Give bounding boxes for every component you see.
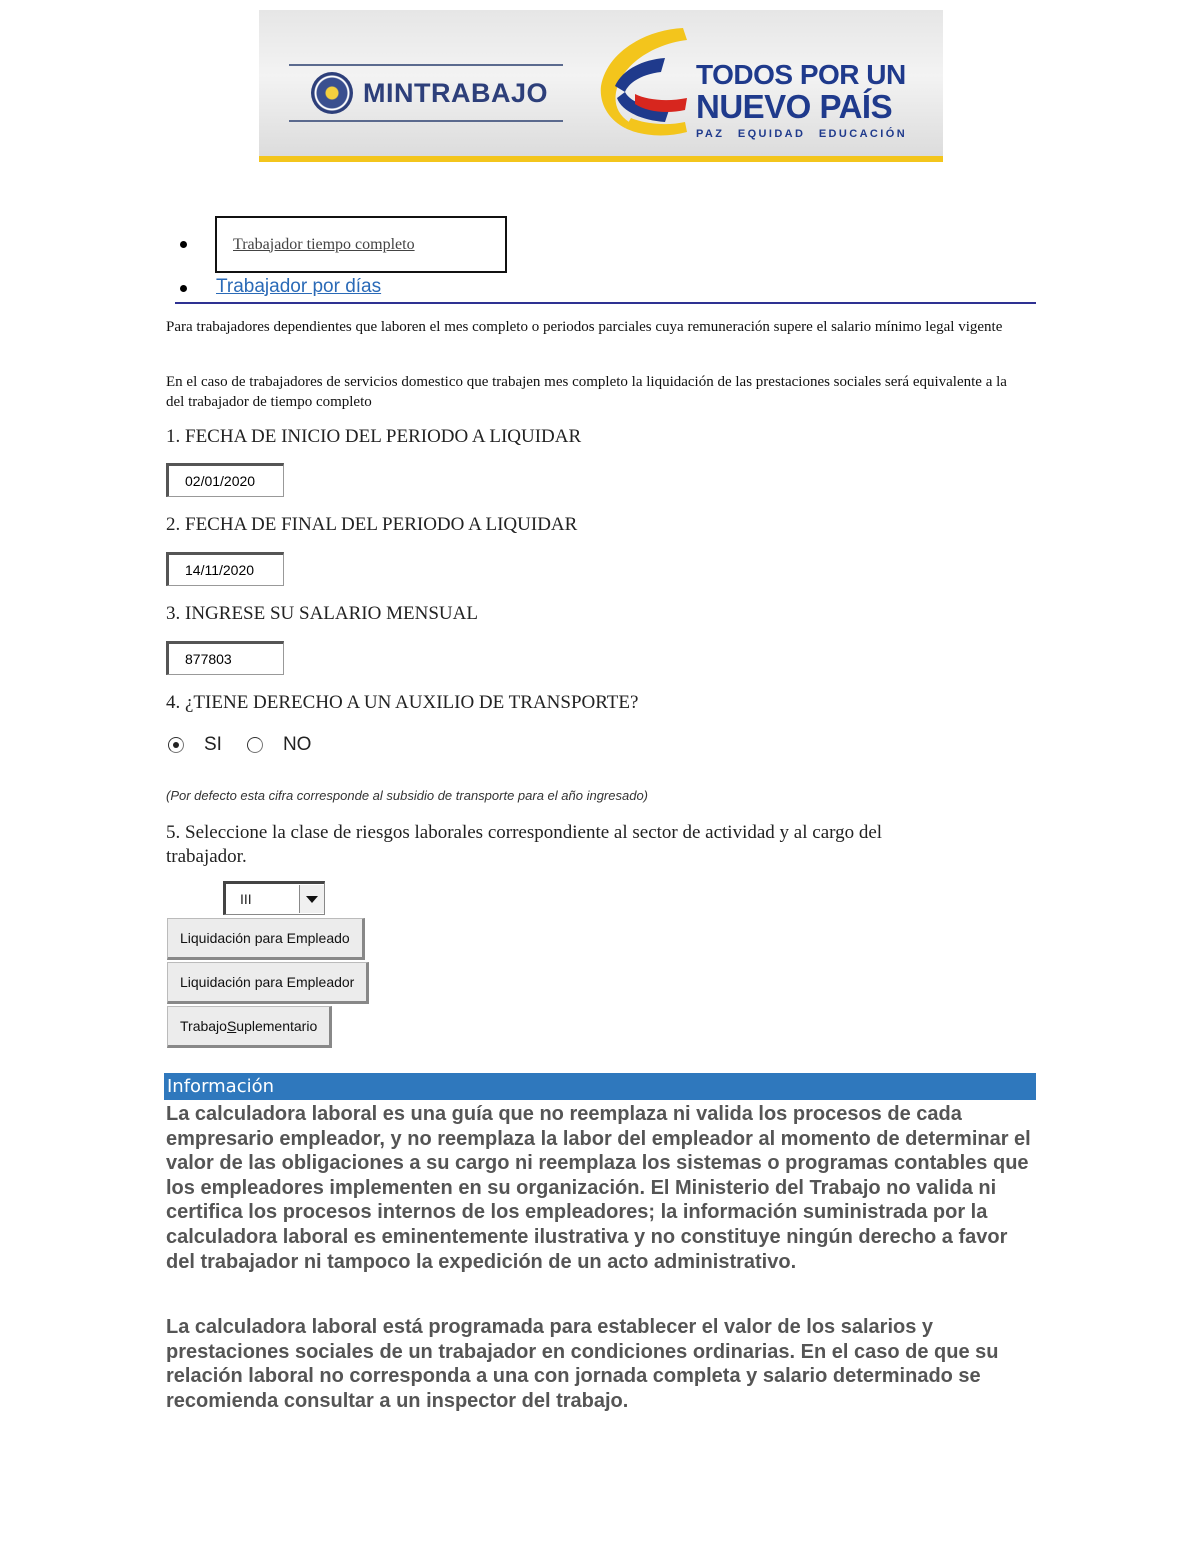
button-label-underline: S [226, 1018, 237, 1034]
liquidacion-empleado-button[interactable]: Liquidación para Empleado [167, 918, 365, 960]
risk-class-select[interactable] [223, 881, 325, 915]
tab-tiempo-completo[interactable]: Trabajador tiempo completo [215, 216, 507, 273]
end-date-input[interactable]: 14/11/2020 [166, 552, 284, 586]
bullet-icon [180, 285, 187, 292]
header-banner [259, 10, 943, 162]
risk-class-value: III [240, 891, 252, 907]
button-label-post: uplementario [236, 1018, 318, 1034]
info-paragraph-1: La calculadora laboral es una guía que no reemplaza ni valida los procesos de cada empresario empleador, y no reemplaza la labor del empleador al momento de determinar el valor de las obligaciones a su cargo ni reemplaza los sistemas o programas contables que los empleadores implementen en su organización. El Ministerio del Trabajo no valida ni certifica los procesos internos de los empleadores; la información suministrada por la calculadora laboral es eminentemente ilustrativa y no constituye ningún derecho a favor del trabajador ni tampoco la expedición de un acto administrativo. [166, 1103, 1031, 1273]
ministry-name: MINTRABAJO [363, 77, 548, 108]
trabajo-suplementario-button[interactable] [167, 1006, 332, 1048]
info-paragraph-2: La calculadora laboral está programada para establecer el valor de los salarios y prestaciones sociales de un trabajador en condiciones ordinarias. En el caso de que su relación laboral no corresponda a una con jornada completa y salario determinado se recomienda consultar a un inspector del trabajo. [166, 1316, 999, 1412]
slogan [696, 60, 907, 140]
intro-paragraph-2: En el caso de trabajadores de servicios domestico que trabajen mes completo la liquidación de las prestaciones sociales será equivalente a la del trabajador de tiempo completo [166, 374, 1007, 410]
question-start-date: 1. FECHA DE INICIO DEL PERIODO A LIQUIDAR [166, 426, 582, 447]
tab-por-dias[interactable]: Trabajador por días [216, 276, 382, 297]
transport-note: (Por defecto esta cifra corresponde al subsidio de transporte para el año ingresado) [166, 788, 649, 803]
slogan-line-3: PAZ EQUIDAD EDUCACIÓN [696, 128, 908, 140]
slogan-line-1: TODOS POR UN [696, 59, 906, 90]
slogan-line-2: NUEVO PAÍS [696, 88, 893, 125]
mintrabajo-logo [289, 64, 563, 122]
colombia-seal-icon [311, 72, 353, 114]
chevron-down-icon[interactable] [299, 885, 324, 913]
question-end-date: 2. FECHA DE FINAL DEL PERIODO A LIQUIDAR [166, 514, 578, 535]
bullet-icon [180, 241, 187, 248]
question-salary: 3. INGRESE SU SALARIO MENSUAL [166, 603, 478, 624]
question-transport: 4. ¿TIENE DERECHO A UN AUXILIO DE TRANSPORTE? [166, 692, 639, 713]
start-date-input[interactable]: 02/01/2020 [166, 463, 284, 497]
liquidacion-empleador-button[interactable]: Liquidación para Empleador [167, 962, 369, 1004]
salary-input[interactable]: 877803 [166, 641, 284, 675]
button-label-pre: Trabajo [180, 1018, 227, 1034]
radio-no[interactable] [247, 737, 263, 753]
worker-type-nav [175, 214, 1036, 304]
radio-no-label: NO [282, 734, 312, 755]
transport-radio-group [168, 734, 311, 756]
todos-por-un-nuevo-pais-logo-icon [595, 24, 695, 142]
info-header: Información [164, 1073, 1036, 1100]
radio-si[interactable] [168, 737, 184, 753]
radio-si-label: SI [204, 734, 222, 755]
question-risk-class: 5. Seleccione la clase de riesgos laborales correspondiente al sector de actividad y al cargo del trabajador. [166, 822, 883, 867]
intro-paragraph-1: Para trabajadores dependientes que laboren el mes completo o periodos parciales cuya remuneración supere el salario mínimo legal vigente [166, 319, 1003, 335]
